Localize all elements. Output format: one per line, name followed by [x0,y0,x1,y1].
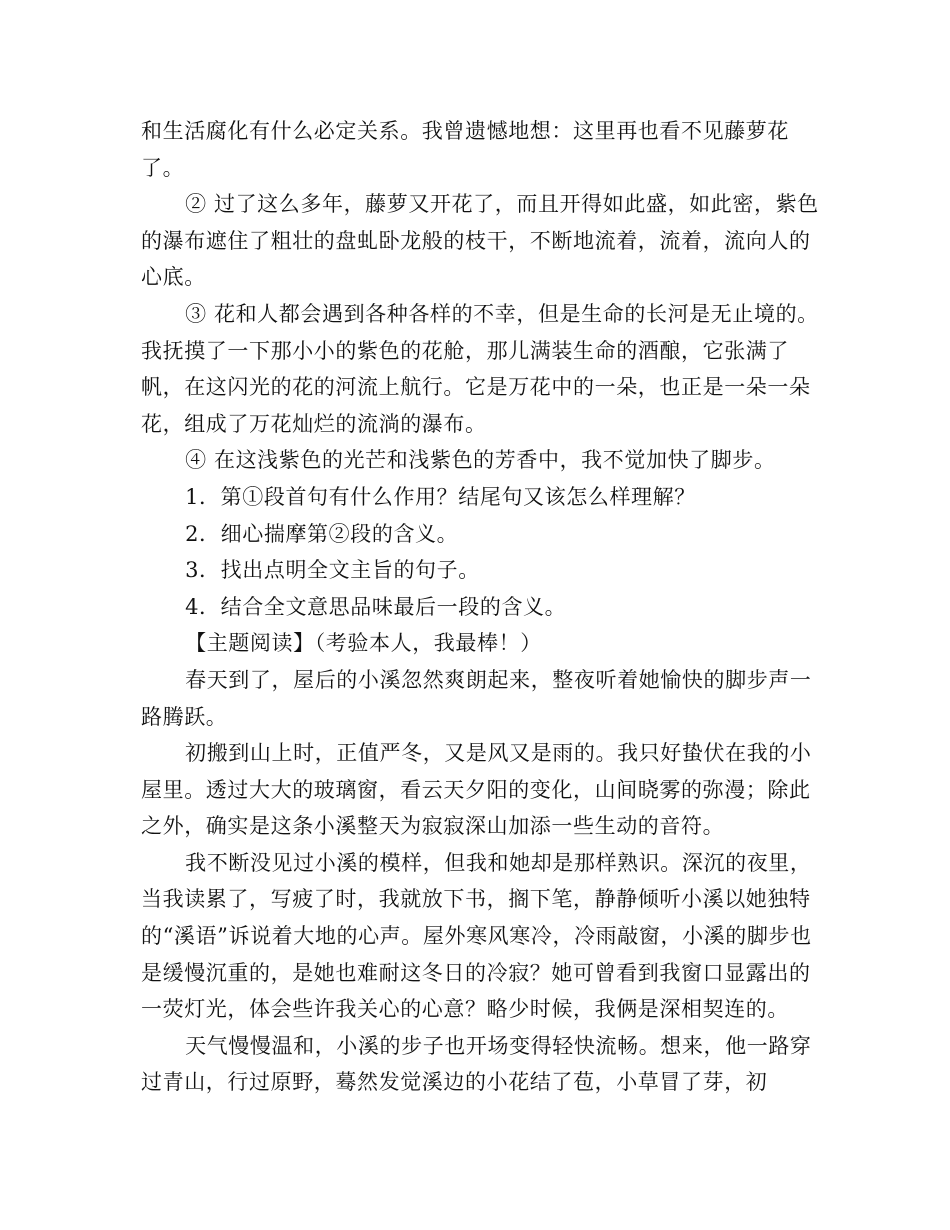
paragraph: 和生活腐化有什么必定关系。我曾遗憾地想：这里再也看不见藤萝花了。 [141,119,789,180]
paragraph: 初搬到山上时，正值严冬，又是风又是雨的。我只好蛰伏在我的小屋里。透过大大的玻璃窗，看云天夕阳的变化，山间晓雾的弥漫；除此之外，确实是这条小溪整天为寂寂深山加添一些生动的音符。 [141,741,812,839]
question-item: 2．细心揣摩第②段的含义。 [185,521,459,546]
paragraph: 春天到了，屋后的小溪忽然爽朗起来，整夜听着她愉快的脚步声一路腾跃。 [141,667,812,729]
question-item: 4．结合全文意思品味最后一段的含义。 [185,594,567,619]
paragraph: ④ 在这浅紫色的光芒和浅紫色的芳香中，我不觉加快了脚步。 [185,448,776,473]
paragraph: 天气慢慢温和，小溪的步子也开场变得轻快流畅。想来，他一路穿过青山，行过原野，蓦然发觉溪边的小花结了苞，小草冒了芽，初 [141,1033,812,1095]
question-item: 1．第①段首句有什么作用？结尾句又该怎么样理解？ [185,484,696,509]
paragraph: 我不断没见过小溪的模样，但我和她却是那样熟识。深沉的夜里，当我读累了，写疲了时，我就放下书，搁下笔，静静倾听小溪以她独特的“溪语”诉说着大地的心声。屋外寒风寒冷，冷雨敲窗，小溪的脚步也是缓慢沉重的，是她也难耐这冬日的冷寂？她可曾看到我窗口显露出的一荧灯光，体会些许我关心的心意？略少时候，我俩是深相契连的。 [141,850,812,1022]
document-body [141,113,821,1101]
question-item: 3．找出点明全文主旨的句子。 [185,558,480,583]
section-heading: 【主题阅读】（考验本人，我最棒！） [185,631,542,656]
paragraph: ② 过了这么多年，藤萝又开花了，而且开得如此盛，如此密，紫色的瀑布遮住了粗壮的盘虬卧龙般的枝干，不断地流着，流着，流向人的心底。 [141,192,819,290]
paragraph: ③ 花和人都会遇到各种各样的不幸，但是生命的长河是无止境的。我抚摸了一下那小小的紫色的花舱，那儿满装生命的酒酿，它张满了帆，在这闪光的花的河流上航行。它是万花中的一朵，也正是一朵一朵花，组成了万花灿烂的流淌的瀑布。 [141,301,819,436]
